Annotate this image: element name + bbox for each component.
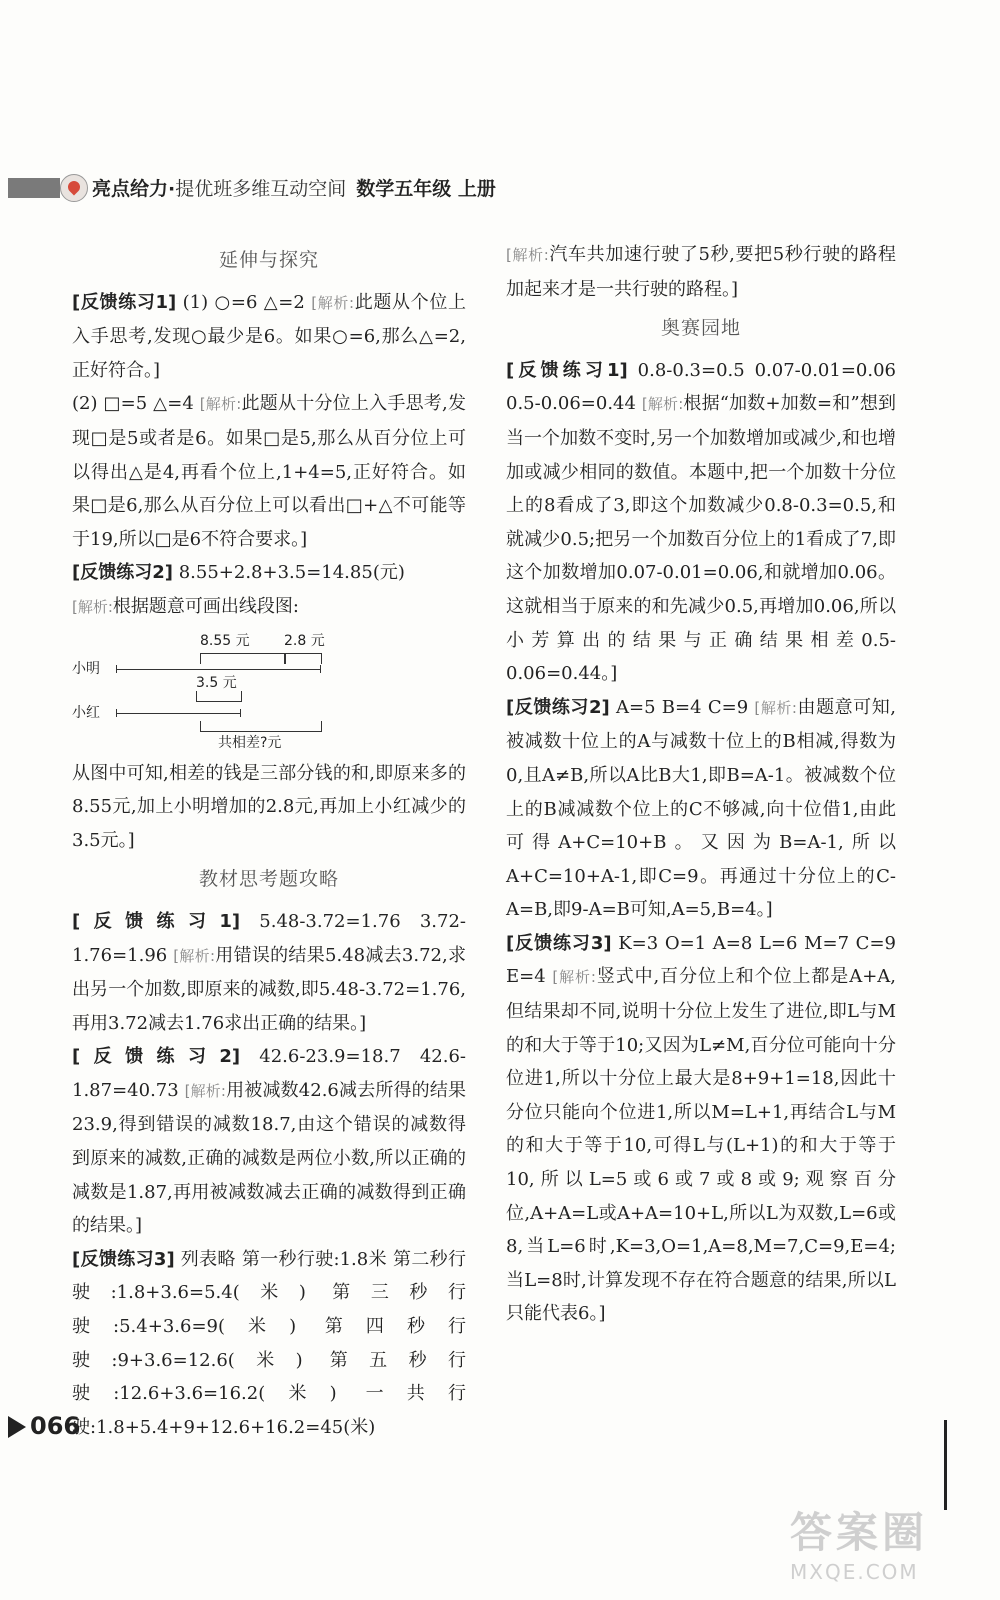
left-column bbox=[72, 238, 466, 1444]
row-label-xiaohong: 小红 bbox=[72, 704, 100, 721]
analysis-label: [解析: bbox=[199, 395, 242, 414]
exercise-tag: [反馈练习2] bbox=[506, 696, 610, 718]
exercise-tag: [反馈练习2] bbox=[72, 1046, 241, 1068]
brace-8.55 bbox=[200, 653, 286, 664]
header-title bbox=[92, 174, 496, 201]
analysis-text: 根据题意可画出线段图: bbox=[112, 595, 299, 617]
olympiad-exercise-3 bbox=[506, 927, 896, 1331]
play-triangle-icon bbox=[8, 1416, 26, 1438]
brace-3.5 bbox=[196, 691, 242, 702]
answer-text: 列表略 第一秒行驶:1.8米 第二秒行驶:1.8+3.6=5.4(米) 第三秒行驶:5.4+3.6=9(米) 第四秒行驶:9+3.6=12.6(米) 第五秒行驶:12.6+3.6=16.2(米) 一共行驶:1.8+5.4+9+12.6+16.2=45(米) bbox=[72, 1248, 466, 1438]
line-segment-diagram bbox=[72, 629, 466, 757]
analysis-text: 汽车共加速行驶了5秒,要把5秒行驶的路程加起来才是一共行驶的路程。] bbox=[506, 244, 897, 300]
watermark-url: MXQE.COM bbox=[790, 1560, 919, 1584]
exercise-tag: [反馈练习1] bbox=[506, 359, 628, 381]
section-title-olympiad: 奥赛园地 bbox=[660, 317, 741, 340]
page-number bbox=[8, 1412, 80, 1440]
analysis-text: 用被减数42.6减去所得的结果23.9,得到错误的减数18.7,由这个错误的减数得到原来的减数,正确的减数是两位小数,所以正确的减数是1.87,再用被减数减去正确的减数得到正确的结果。] bbox=[72, 1079, 467, 1237]
olympiad-exercise-1 bbox=[506, 354, 896, 691]
textbook-exercise-2 bbox=[72, 1040, 466, 1243]
right-column bbox=[506, 238, 896, 1331]
tick bbox=[116, 709, 117, 717]
answer-text: K=3 O=1 A=8 L=6 M=7 C=9 E=4 bbox=[506, 932, 896, 988]
analysis-text: 此题从个位上入手思考,发现○最少是6。如果○=6,那么△=2,正好符合。] bbox=[72, 291, 467, 381]
brace-total bbox=[200, 721, 322, 732]
label-total: 共相差?元 bbox=[218, 734, 282, 751]
textbook-exercise-3 bbox=[72, 1243, 466, 1445]
exercise-2 bbox=[72, 556, 466, 624]
analysis-label: [解析: bbox=[552, 968, 596, 987]
page-number-text: 066 bbox=[30, 1412, 81, 1440]
tick bbox=[240, 709, 241, 717]
exercise-tag: [反馈练习1] bbox=[72, 910, 241, 932]
label-8.55: 8.55 元 bbox=[200, 632, 250, 649]
header-subtitle: 提优班多维互动空间 bbox=[175, 178, 347, 200]
segment-xiaohong bbox=[116, 713, 240, 714]
tick bbox=[116, 665, 117, 673]
page-header bbox=[0, 172, 1000, 202]
analysis-label: [解析: bbox=[184, 1081, 226, 1100]
label-2.8: 2.8 元 bbox=[284, 632, 325, 649]
segment-xiaoming bbox=[116, 669, 320, 670]
exercise-tag: [反馈练习1] bbox=[72, 291, 177, 313]
book-title: 数学五年级 上册 bbox=[356, 178, 496, 200]
exercise-1-part-1 bbox=[72, 286, 466, 388]
exercise-1-part-2 bbox=[72, 387, 466, 556]
analysis-label: [解析: bbox=[506, 246, 549, 264]
analysis-text: 由题意可知,被减数十位上的A与减数十位上的B相减,得数为0,且A≠B,所以A比B大1,即B=A-1。被减数个位上的B减减数个位上的C不够减,向十位借1,由此可得A+C=10+B。又因为B=A-1,所以A+C=10+A-1,即C=9。再通过十分位上的C-A=B,即9-A=B可知,A=5,B=4。] bbox=[506, 696, 896, 921]
exercise-tag: [反馈练习2] bbox=[72, 562, 173, 584]
answer-text: 5.48-3.72=1.76 3.72-1.76=1.96 bbox=[72, 910, 466, 966]
analysis-label: [解析: bbox=[311, 293, 355, 312]
watermark-logo bbox=[790, 1500, 980, 1590]
textbook-exercise-1 bbox=[72, 905, 466, 1040]
analysis-label: [解析: bbox=[641, 395, 684, 414]
exercise-tag: [反馈练习3] bbox=[506, 932, 612, 954]
olympiad-exercise-2 bbox=[506, 691, 896, 927]
answer-text: (1) ○=6 △=2 bbox=[182, 291, 312, 313]
answer-text: 0.8-0.3=0.5 0.07-0.01=0.06 0.5-0.06=0.44 bbox=[506, 359, 896, 415]
diagram-explanation: 从图中可知,相差的钱是三部分钱的和,即原来多的8.55元,加上小明增加的2.8元,再加上小红减少的3.5元。] bbox=[72, 762, 466, 851]
answer-text: 42.6-23.9=18.7 42.6-1.87=40.73 bbox=[72, 1046, 466, 1101]
brand-name: 亮点给力 bbox=[92, 178, 169, 200]
section-title-textbook: 教材思考题攻略 bbox=[198, 868, 339, 891]
analysis-text: 用错误的结果5.48减去3.72,求出另一个加数,即原来的减数,即5.48-3.72=1.76,再用3.72减去1.76求出正确的结果。] bbox=[72, 944, 466, 1034]
header-dot: · bbox=[168, 178, 176, 200]
analysis-label: [解析: bbox=[754, 698, 797, 717]
exercise-tag: [反馈练习3] bbox=[72, 1248, 175, 1270]
rocket-icon bbox=[60, 174, 88, 202]
answer-text: A=5 B=4 C=9 bbox=[609, 696, 755, 718]
brace-2.8 bbox=[284, 653, 322, 664]
watermark-text: 答案圈 bbox=[790, 1508, 929, 1557]
header-bar bbox=[8, 178, 60, 198]
answer-text: 8.55+2.8+3.5=14.85(元) bbox=[172, 562, 405, 584]
answer-text: (2) □=5 △=4 bbox=[72, 393, 200, 415]
continued-analysis bbox=[506, 238, 896, 306]
tick bbox=[320, 665, 321, 673]
row-label-xiaoming: 小明 bbox=[72, 660, 100, 677]
label-3.5: 3.5 元 bbox=[196, 674, 237, 691]
analysis-text: 此题从十分位上入手思考,发现□是5或者是6。如果□是5,那么从百分位上可以得出△是4,再看个位上,1+4=5,正好符合。如果□是6,那么从百分位上可以看出□+△不可能等于19,所以□是6不符合要求。] bbox=[72, 393, 466, 550]
analysis-text: 根据“加数+加数=和”想到当一个加数不变时,另一个加数增加或减少,和也增加或减少相同的数值。本题中,把一个加数十分位上的8看成了3,即这个加数减少0.8-0.3=0.5,和就减少0.5;把另一个加数百分位上的1看成了7,即这个加数增加0.07-0.01=0.06,和就增加0.06。这就相当于原来的和先减少0.5,再增加0.06,所以小芳算出的结果与正确结果相差0.5-0.06=0.44。] bbox=[506, 393, 897, 685]
analysis-text: 竖式中,百分位上和个位上都是A+A,但结果却不同,说明十分位上发生了进位,即L与M的和大于等于10;又因为L≠M,百分位可能向十分位进1,所以十分位上最大是8+9+1=18,因此十分位只能向个位进1,所以M=L+1,再结合L与M的和大于等于10,可得L与(L+1)的和大于等于10,所以L=5或6或7或8或9;观察百分位,A+A=L或A+A=10+L,所以L为双数,L=6或8,当L=6时,K=3,O=1,A=8,M=7,C=9,E=4;当L=8时,计算发现不存在符合题意的结果,所以L只能代表6。] bbox=[506, 966, 897, 1325]
page-edge-mark bbox=[944, 1420, 947, 1510]
analysis-label: [解析: bbox=[173, 946, 216, 965]
section-title-extension: 延伸与探究 bbox=[218, 249, 319, 271]
analysis-label: [解析: bbox=[72, 597, 113, 616]
